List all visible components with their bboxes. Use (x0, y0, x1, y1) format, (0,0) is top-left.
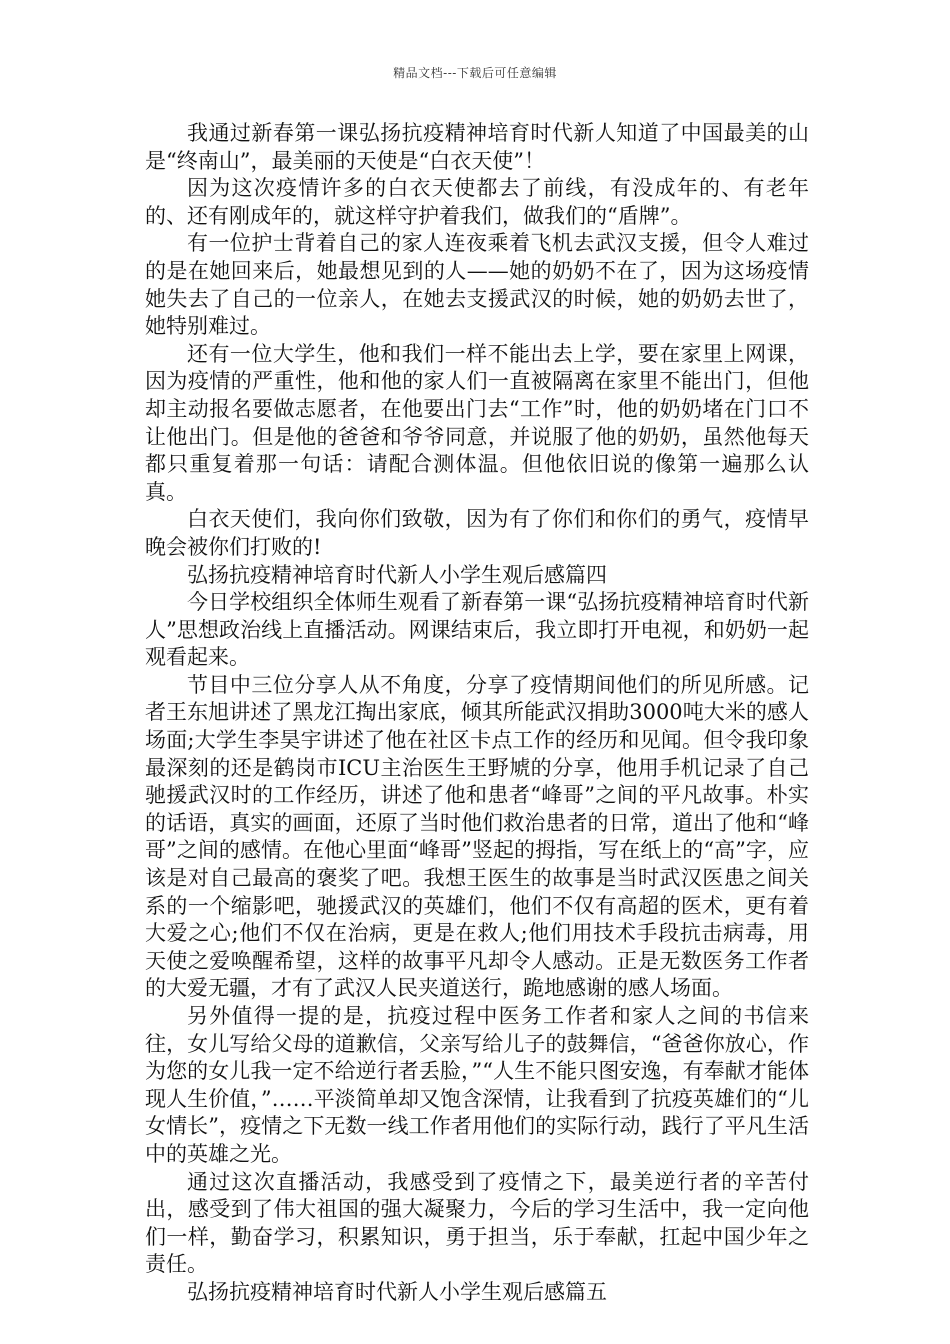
paragraph: 有一位护士背着自己的家人连夜乘着飞机去武汉支援，但令人难过的是在她回来后，她最想见到的人——她的奶奶不在了，因为这场疫情她失去了自己的一位亲人，在她去支援武汉的时候，她的奶奶去世了，她特别难过。 (145, 231, 809, 339)
paragraph: 节目中三位分享人从不角度，分享了疫情期间他们的所见所感。记者王东旭讲述了黑龙江掏出家底，倾其所能武汉捐助3000吨大米的感人场面;大学生李昊宇讲述了他在社区卡点工作的经历和见闻。但令我印象最深刻的还是鹤岗市ICU主治医生王野虓的分享，他用手机记录了自己驰援武汉时的工作经历，讲述了他和患者“峰哥”之间的平凡故事。朴实的话语，真实的画面，还原了当时他们救治患者的日常，道出了他和“峰哥”之间的感情。在他心里面“峰哥”竖起的拇指，写在纸上的“高”字，应该是对自己最高的褒奖了吧。我想王医生的故事是当时武汉医患之间关系的一个缩影吧，驰援武汉的英雄们，他们不仅有高超的医术，更有着大爱之心;他们不仅在治病，更是在救人;他们用技术手段抗击病毒，用天使之爱唤醒希望，这样的故事平凡却令人感动。正是无数医务工作者的大爱无疆，才有了武汉人民夹道送行，跪地感谢的感人场面。 (145, 672, 809, 1001)
paragraph: 今日学校组织全体师生观看了新春第一课“弘扬抗疫精神培育时代新人”思想政治线上直播活动。网课结束后，我立即打开电视，和奶奶一起观看起来。 (145, 590, 809, 670)
section-heading: 弘扬抗疫精神培育时代新人小学生观后感篇四 (187, 562, 607, 587)
paragraph: 还有一位大学生，他和我们一样不能出去上学，要在家里上网课，因为疫情的严重性，他和他的家人们一直被隔离在家里不能出门，但他却主动报名要做志愿者，在他要出门去“工作”时，他的奶奶堵在门口不让他出门。但是他的爸爸和爷爷同意，并说服了他的奶奶，虽然他每天都只重复着那一句话：请配合测体温。但他依旧说的像第一遍那么认真。 (145, 341, 809, 504)
paragraph: 另外值得一提的是，抗疫过程中医务工作者和家人之间的书信来往，女儿写给父母的道歉信，父亲写给儿子的鼓舞信，“爸爸你放心，作为您的女儿我一定不给逆行者丢脸，”“人生不能只图安逸，有奉献才能体现人生价值，”……平淡简单却又饱含深情，让我看到了抗疫英雄们的“儿女情长”，疫情之下无数一线工作者用他们的实际行动，践行了平凡生活中的英雄之光。 (145, 1004, 809, 1166)
document-body (145, 120, 809, 1307)
paragraph: 因为这次疫情许多的白衣天使都去了前线，有没成年的、有老年的、还有刚成年的，就这样守护着我们，做我们的“盾牌”。 (145, 176, 809, 228)
section-heading: 弘扬抗疫精神培育时代新人小学生观后感篇五 (187, 1279, 607, 1304)
page-header: 精品文档---下载后可任意编辑 (393, 66, 557, 80)
paragraph: 白衣天使们，我向你们致敬，因为有了你们和你们的勇气，疫情早晚会被你们打败的! (145, 507, 809, 559)
paragraph: 我通过新春第一课弘扬抗疫精神培育时代新人知道了中国最美的山是“终南山”，最美丽的天使是“白衣天使”！ (145, 121, 809, 173)
paragraph: 通过这次直播活动，我感受到了疫情之下，最美逆行者的辛苦付出，感受到了伟大祖国的强大凝聚力，今后的学习生活中，我一定向他们一样，勤奋学习，积累知识，勇于担当，乐于奉献，扛起中国少年之责任。 (145, 1169, 809, 1277)
